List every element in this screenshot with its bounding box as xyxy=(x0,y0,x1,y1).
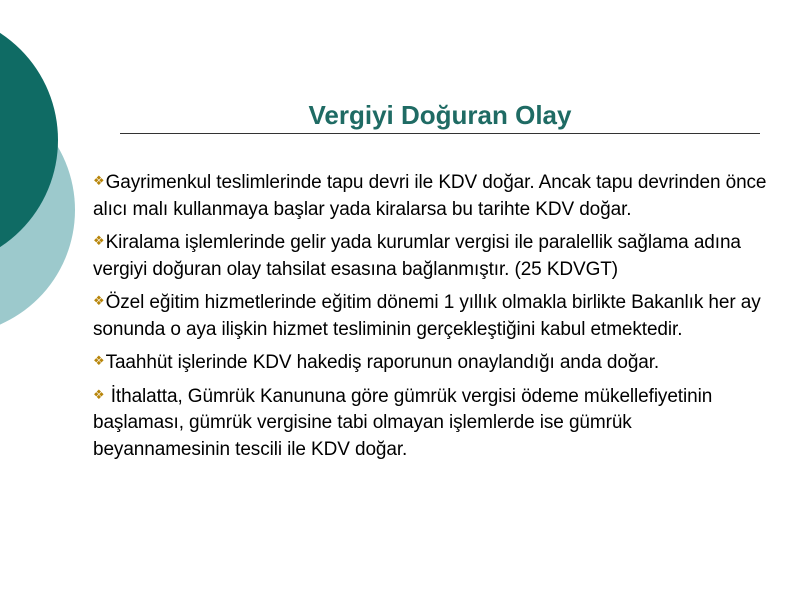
bullet-text: Gayrimenkul teslimlerinde tapu devri ile KDV doğar. Ancak tapu devrinden önce alıcı malı kullanmaya başlar yada kiralarsa bu tarihte KDV doğar. xyxy=(93,172,767,220)
diamond-bullet-icon: ❖ xyxy=(93,353,105,368)
bullet-item xyxy=(93,382,773,464)
bullet-text: Kiralama işlemlerinde gelir yada kurumlar vergisi ile paralellik sağlama adına vergiyi doğuran olay tahsilat esasına bağlanmıştır. (25 KDVGT) xyxy=(93,232,741,280)
bullet-list xyxy=(93,168,773,468)
diamond-bullet-icon: ❖ xyxy=(93,293,105,308)
bullet-item xyxy=(93,348,773,377)
diamond-bullet-icon: ❖ xyxy=(93,386,105,402)
title-underline xyxy=(120,133,760,134)
bullet-text: İthalatta, Gümrük Kanununa göre gümrük vergisi ödeme mükellefiyetinin başlaması, gümrük vergisine tabi olmayan işlemlerde ise gümrük beyannamesinin tescili ile KDV doğar. xyxy=(93,385,713,460)
bullet-item xyxy=(93,168,773,223)
slide-title: Vergiyi Doğuran Olay xyxy=(308,100,572,130)
bullet-item xyxy=(93,228,773,283)
bullet-item xyxy=(93,288,773,343)
diamond-bullet-icon: ❖ xyxy=(93,233,105,248)
bullet-text: Taahhüt işlerinde KDV hakediş raporunun onaylandığı anda doğar. xyxy=(105,352,660,373)
bullet-text: Özel eğitim hizmetlerinde eğitim dönemi 1 yıllık olmakla birlikte Bakanlık her ay sonunda o aya ilişkin hizmet tesliminin gerçekleştiğini kabul etmektedir. xyxy=(93,292,761,340)
diamond-bullet-icon: ❖ xyxy=(93,173,105,188)
